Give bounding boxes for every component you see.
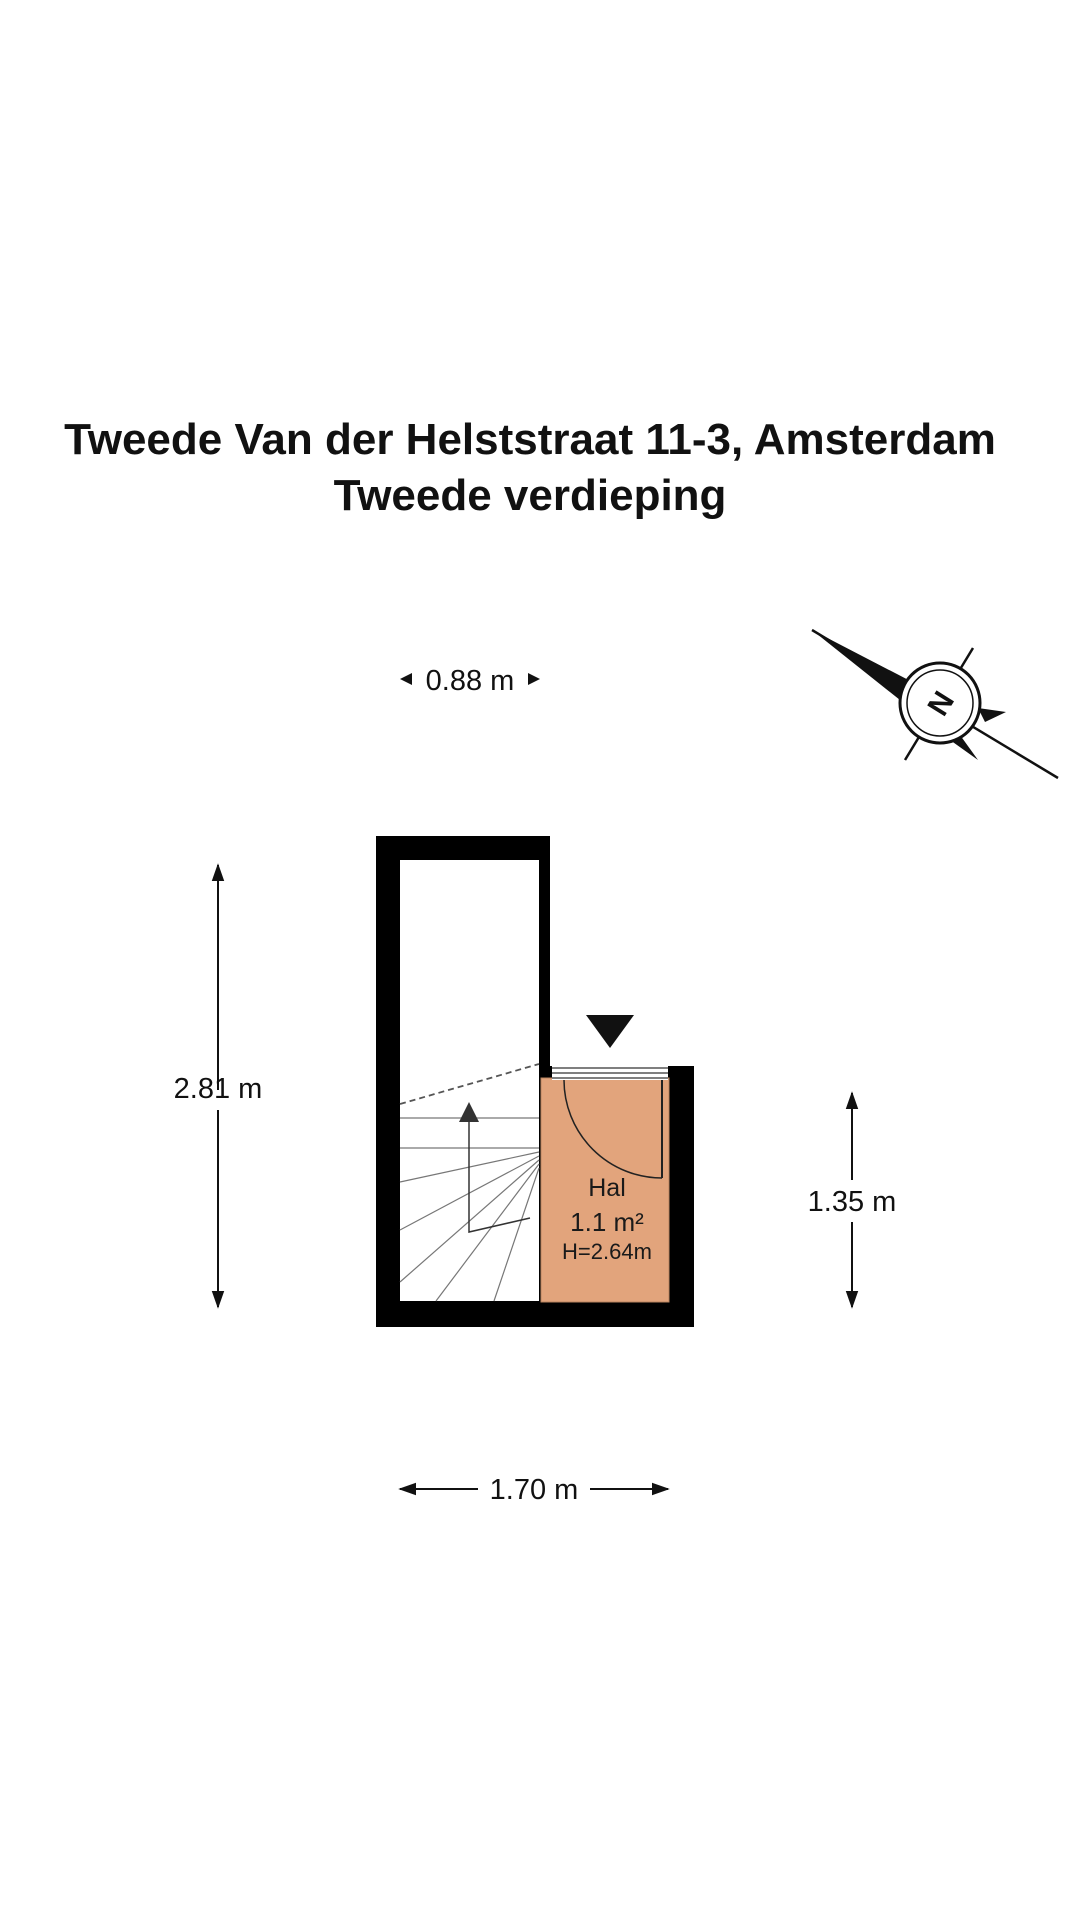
entrance-marker-icon (586, 1015, 634, 1048)
dimension-top-arrow-left (400, 673, 412, 685)
compass-north-letter: N (921, 685, 962, 722)
plan-title-address: Tweede Van der Helststraat 11-3, Amsterdam (64, 415, 996, 464)
dimension-top-label: 0.88 m (425, 665, 515, 697)
dimension-bottom-label: 1.70 m (489, 1474, 579, 1506)
dimension-top (400, 665, 540, 697)
stairwell-void (400, 860, 539, 1301)
plan-title-floor: Tweede verdieping (333, 471, 727, 520)
dimension-left-label: 2.81 m (173, 1073, 263, 1105)
room-hal-area: 1.1 m² (570, 1207, 644, 1237)
dimension-bottom (400, 1474, 668, 1506)
floor-plan-body (376, 836, 694, 1327)
dimension-top-arrow-right (528, 673, 540, 685)
room-hal-height: H=2.64m (562, 1239, 652, 1264)
dimension-right-label: 1.35 m (807, 1186, 897, 1218)
compass-rose (812, 630, 1058, 778)
dimension-right (808, 1093, 897, 1307)
room-hal-name: Hal (588, 1174, 626, 1202)
dimension-left (174, 865, 263, 1307)
compass-needle-east (978, 708, 1006, 722)
